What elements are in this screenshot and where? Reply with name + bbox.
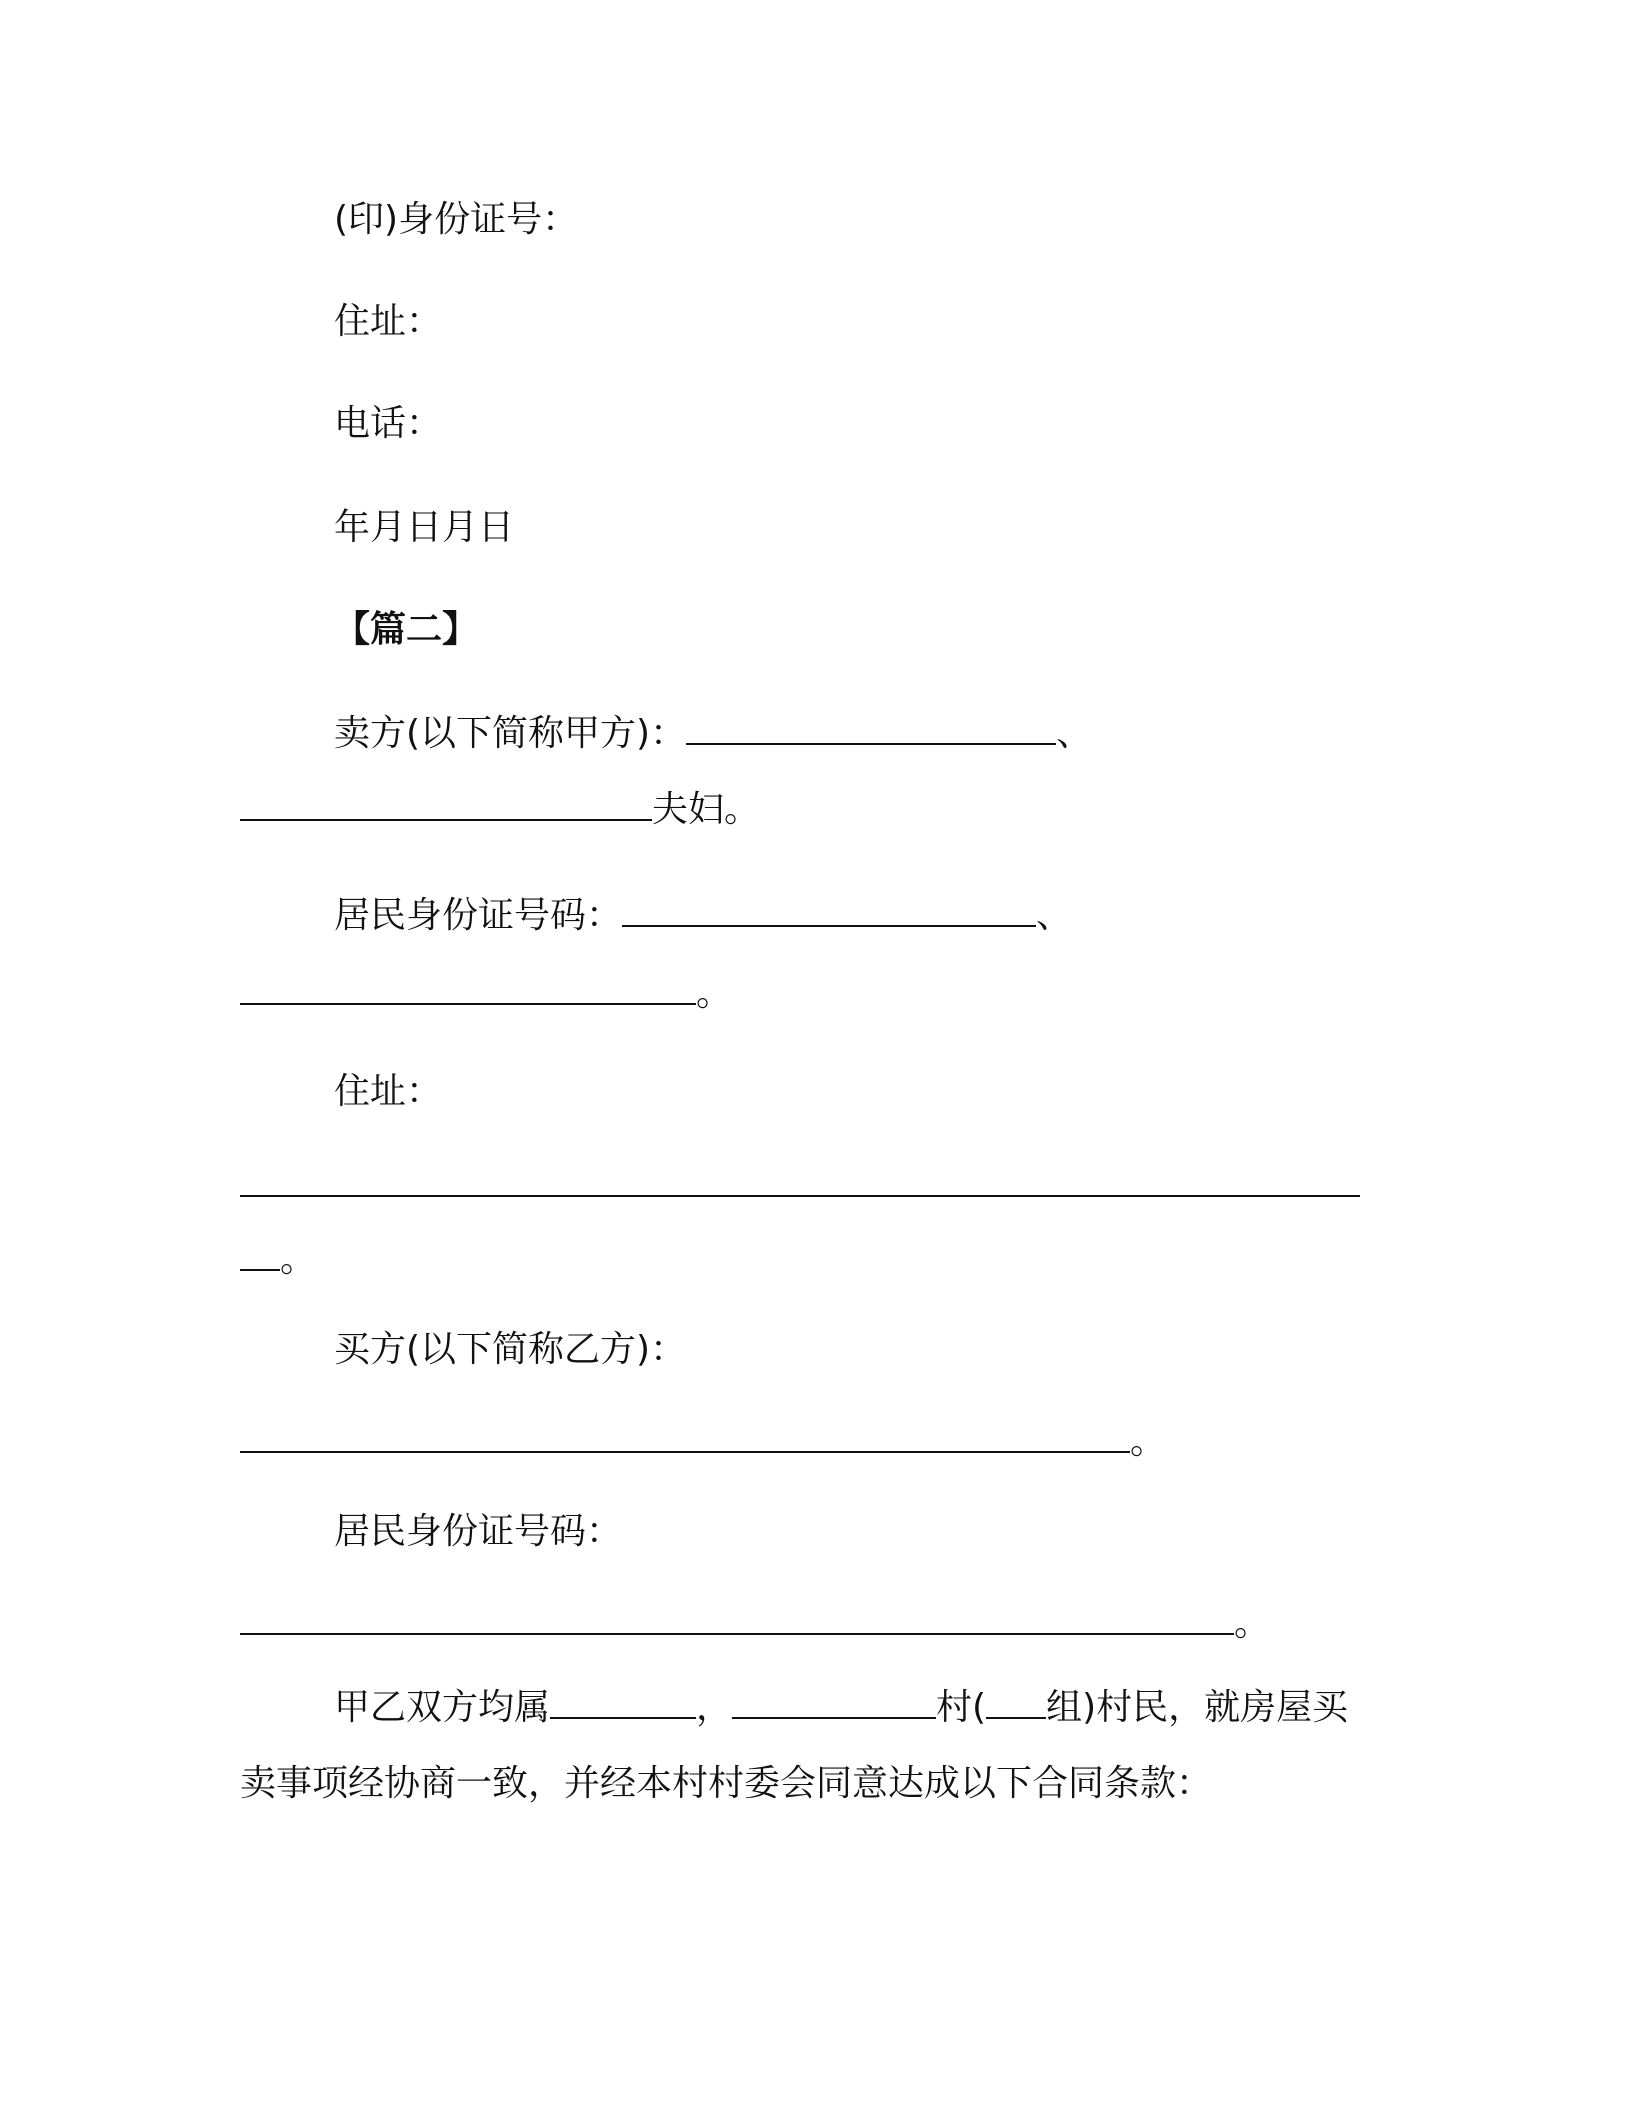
clause-part1: 甲乙双方均属: [334, 1687, 551, 1728]
buyer-id-blank[interactable]: [240, 1603, 1234, 1635]
seller-address-blank-1[interactable]: [240, 1165, 1360, 1197]
seller-label: 卖方(以下简称甲方)：: [334, 713, 687, 754]
section-title-text: 【篇二】: [334, 609, 479, 650]
clause-line2-text: 卖事项经协商一致，并经本村村委会同意达成以下合同条款：: [240, 1763, 1213, 1804]
clause-group: 组)村民，就房屋买: [1046, 1687, 1349, 1728]
seller-id-line-continued: [240, 970, 732, 1018]
seller-address-line: [334, 1068, 442, 1116]
section-title: [334, 606, 478, 654]
village-blank[interactable]: [732, 1687, 936, 1719]
buyer-id-label: 居民身份证号码：: [334, 1511, 623, 1552]
clause-comma: ，: [696, 1687, 733, 1728]
seller-suffix: 夫妇。: [652, 789, 761, 830]
phone-label: 电话：: [334, 403, 443, 444]
seller-address-blank-line-2: [240, 1236, 316, 1284]
group-blank[interactable]: [986, 1687, 1046, 1719]
township-blank[interactable]: [550, 1687, 696, 1719]
date-text: 年月日月日: [334, 507, 515, 548]
buyer-id-line: [334, 1508, 622, 1556]
seller-name-blank-2[interactable]: [240, 789, 652, 821]
seller-separator: 、: [1056, 713, 1093, 754]
address-label: 住址：: [334, 301, 443, 342]
buyer-blank-line: [240, 1418, 1166, 1466]
phone-line: [334, 400, 442, 448]
seller-address-blank-line: [240, 1162, 1360, 1210]
buyer-name-blank[interactable]: [240, 1421, 1130, 1453]
date-line: [334, 504, 514, 552]
seller-id-line: [334, 892, 1072, 940]
seller-id-end: 。: [696, 973, 733, 1014]
seller-id-blank-2[interactable]: [240, 973, 696, 1005]
seller-name-blank-1[interactable]: [686, 713, 1056, 745]
buyer-id-end: 。: [1234, 1603, 1271, 1644]
clause-line-2: [240, 1760, 1212, 1808]
clause-line: [334, 1684, 1348, 1732]
buyer-id-blank-line: [240, 1600, 1270, 1648]
seller-id-label: 居民身份证号码：: [334, 895, 623, 936]
address-line: [334, 298, 442, 346]
buyer-end: 。: [1130, 1421, 1167, 1462]
seller-id-separator: 、: [1036, 895, 1073, 936]
seller-id-blank-1[interactable]: [622, 895, 1036, 927]
buyer-label: 买方(以下简称乙方)：: [334, 1329, 687, 1370]
clause-village: 村(: [936, 1687, 987, 1728]
seller-address-end: 。: [280, 1239, 317, 1280]
seller-address-label: 住址：: [334, 1071, 443, 1112]
seller-line: [334, 710, 1092, 758]
seller-address-blank-2[interactable]: [240, 1239, 280, 1271]
buyer-line: [334, 1326, 686, 1374]
seller-line-continued: [240, 786, 760, 834]
id-number-label: (印)身份证号：: [334, 199, 579, 240]
id-number-line: [334, 196, 578, 244]
